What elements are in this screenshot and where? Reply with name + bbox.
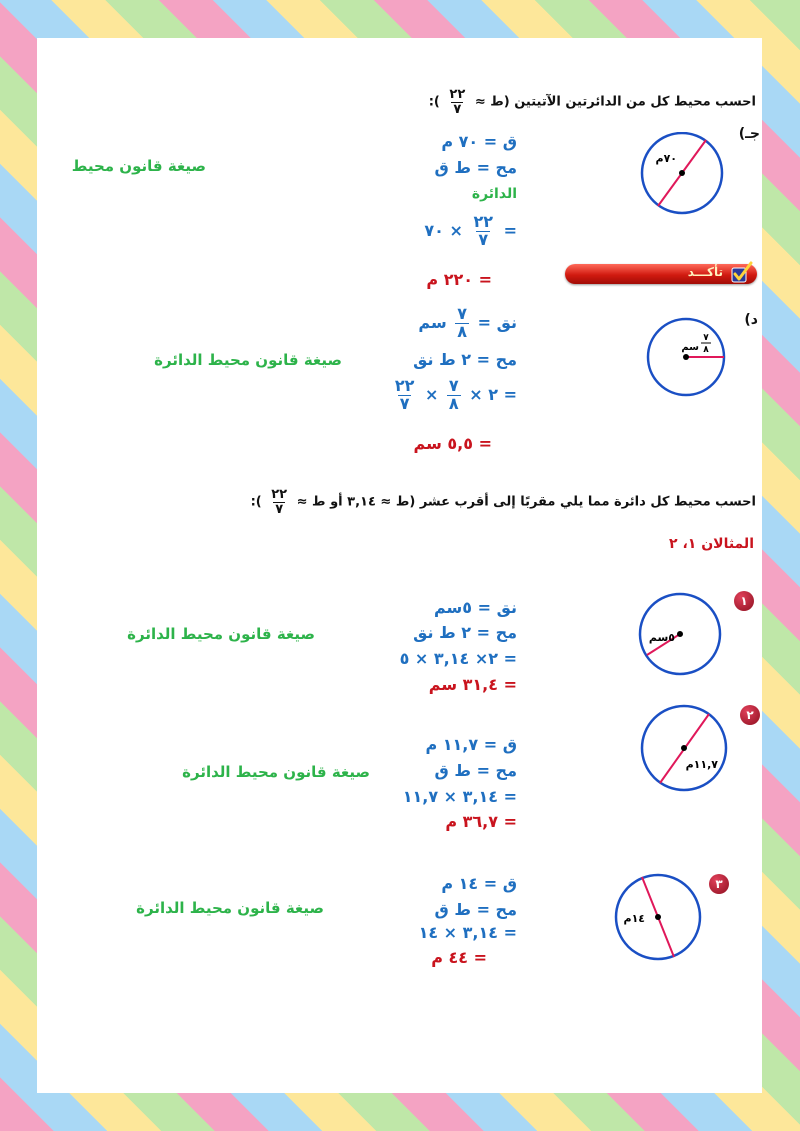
part-c-center-dot xyxy=(679,170,685,176)
ex2-center-dot xyxy=(681,745,687,751)
ex1-circle-figure xyxy=(633,591,729,681)
part-d-circle-label-num: ٧ xyxy=(703,333,709,343)
ex2-circle-label: ١١,٧م xyxy=(685,758,718,771)
example-2-badge: ٢ xyxy=(740,705,760,725)
q2-instruction: احسب محيط كل دائرة مما يلي مقربًا إلى أقرب عشر (ط ≈ ٣,١٤ أو ط ≈ $\frac{٢٢}{٧}$ ): xyxy=(250,487,756,517)
ex1-formula-note: صيغة قانون محيط الدائرة xyxy=(127,625,315,643)
ex1-line3: = ٢× ٣,١٤ × ٥ xyxy=(399,649,517,668)
ex3-line3: = ٣,١٤ × ١٤ xyxy=(418,923,517,942)
examples-heading: المثالان ١، ٢ xyxy=(669,536,754,552)
ex2-line2: مح = ط ق xyxy=(434,761,517,780)
ex1-line2: مح = ٢ ط نق xyxy=(413,623,517,642)
part-c-line2: مح = ط ق xyxy=(434,158,517,177)
example-3-badge: ٣ xyxy=(709,874,729,894)
ex2-line1: ق = ١١,٧ م xyxy=(425,735,517,754)
ex1-line1: نق = ٥سم xyxy=(433,598,517,617)
ex3-formula-note: صيغة قانون محيط الدائرة xyxy=(136,899,324,917)
part-d-center-dot xyxy=(683,354,689,360)
part-d-line1: نق = $\frac{٧}{٨}$ سم xyxy=(418,304,517,341)
part-d-label: د) xyxy=(744,312,758,328)
confirm-banner xyxy=(565,264,757,284)
ex2-result: = ٣٦,٧ م xyxy=(445,812,517,831)
part-d-line3: = ٢ × $\frac{٧}{٨}$ × $\frac{٢٢}{٧}$ xyxy=(394,376,517,413)
part-c-formula-note-cont: الدائرة xyxy=(471,186,517,202)
part-d-result: = ٥,٥ سم xyxy=(413,434,492,453)
part-d-circle-label-den: ٨ xyxy=(703,345,709,355)
ex3-line2: مح = ط ق xyxy=(434,900,517,919)
ex3-circle-figure xyxy=(611,871,705,965)
part-c-formula-note: صيغة قانون محيط xyxy=(71,157,206,175)
ex1-result: = ٣١,٤ سم xyxy=(428,675,517,694)
ex3-circle-label: ١٤م xyxy=(623,912,645,925)
ex2-circle-figure xyxy=(638,702,732,796)
part-c-line3: = $\frac{٢٢}{٧}$ × ٧٠ xyxy=(424,212,517,249)
part-c-circle-label: ٧٠م xyxy=(655,152,677,165)
ex1-center-dot xyxy=(677,631,683,637)
checkmark-icon xyxy=(729,260,755,286)
part-c-circle-figure xyxy=(637,132,727,222)
part-c-line1: ق = ٧٠ م xyxy=(441,132,517,151)
part-d-line2: مح = ٢ ط نق xyxy=(413,350,517,369)
ex3-result: = ٤٤ م xyxy=(431,948,487,967)
part-c-label: جـ) xyxy=(738,126,760,142)
ex2-formula-note: صيغة قانون محيط الدائرة xyxy=(182,763,370,781)
ex3-line1: ق = ١٤ م xyxy=(441,874,517,893)
part-d-formula-note: صيغة قانون محيط الدائرة xyxy=(154,351,342,369)
part-d-circle-figure xyxy=(643,316,733,402)
worksheet-page xyxy=(37,38,762,1093)
ex1-circle-label: ٥سم xyxy=(648,631,675,644)
ex3-center-dot xyxy=(655,914,661,920)
part-c-result: = ٢٢٠ م xyxy=(426,270,492,289)
confirm-label: تأكـــد xyxy=(687,265,723,279)
q1-instruction: احسب محيط كل من الدائرتين الآتيتين (ط ≈ $\frac{٢٢}{٧}$ ): xyxy=(428,87,756,117)
ex2-line3: = ٣,١٤ × ١١,٧ xyxy=(402,787,517,806)
example-1-badge: ١ xyxy=(734,591,754,611)
part-d-circle-label-unit: سم xyxy=(681,342,699,353)
